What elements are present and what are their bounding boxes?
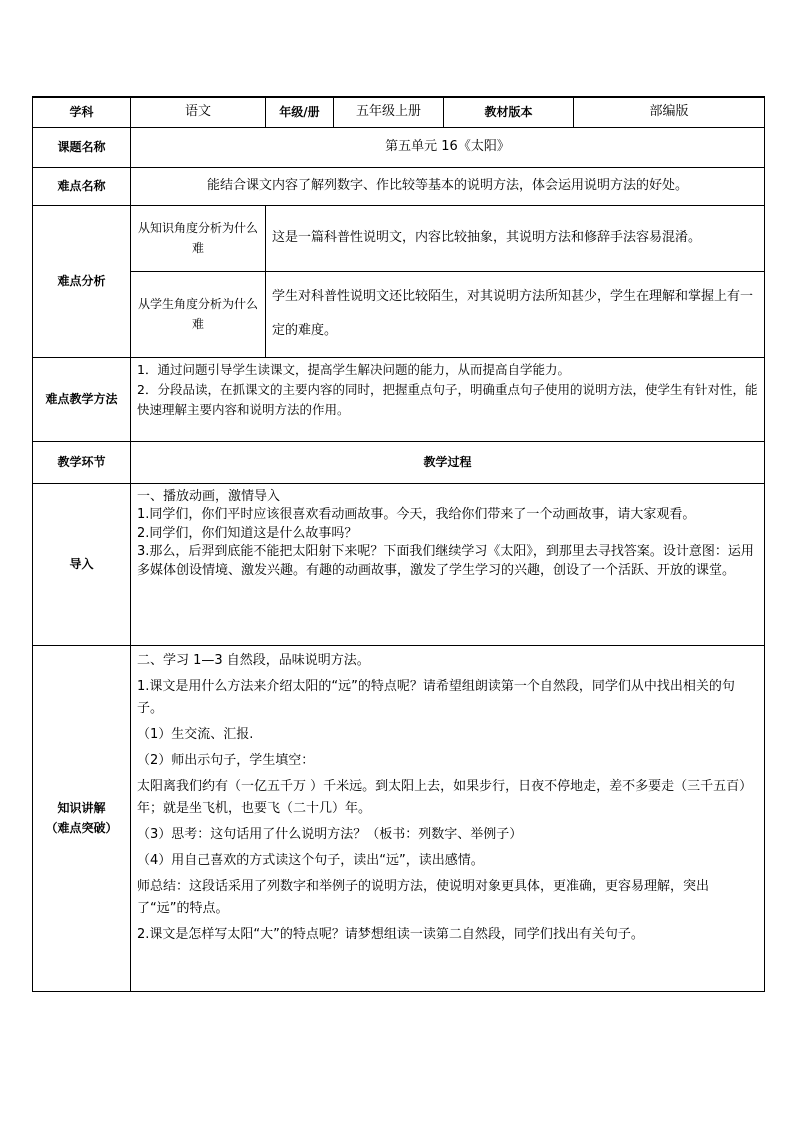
knowledge-line: （2）师出示句子，学生填空： [137, 752, 315, 768]
stage-header: 教学环节 [33, 441, 131, 483]
knowledge-label-sub: （难点突破） [45, 821, 118, 835]
intro-label: 导入 [33, 483, 131, 645]
methods-row [33, 357, 765, 441]
knowledge-label-cell [33, 645, 131, 991]
intro-line: 3.那么，后羿到底能不能把太阳射下来呢？下面我们继续学习《太阳》，到那里去寻找答案。设计意图：运用多媒体创设情境、激发兴趣。有趣的动画故事，激发了学生学习的兴趣，创设了一个活跃、开放的课堂。 [137, 544, 754, 578]
subject-label: 学科 [33, 97, 131, 127]
analysis-student-value: 学生对科普性说明文还比较陌生，对其说明方法所知甚少，学生在理解和掌握上有一定的难度。 [266, 271, 765, 357]
intro-row [33, 483, 765, 645]
intro-line: 1.同学们，你们平时应该很喜欢看动画故事。今天，我给你们带来了一个动画故事，请大家观看。 [137, 507, 696, 522]
difficulty-value: 能结合课文内容了解列数字、作比较等基本的说明方法，体会运用说明方法的好处。 [131, 167, 765, 205]
knowledge-content [131, 645, 765, 991]
lesson-plan-page [32, 96, 764, 992]
analysis-knowledge-value: 这是一篇科普性说明文，内容比较抽象，其说明方法和修辞手法容易混淆。 [266, 205, 765, 271]
knowledge-line: 师总结：这段话采用了列数字和举例子的说明方法，使说明对象更具体，更准确，更容易理解，突出了“远”的特点。 [137, 878, 710, 916]
analysis-student-label: 从学生角度分析为什么难 [131, 271, 266, 357]
analysis-row-knowledge [33, 205, 765, 271]
subject-value: 语文 [131, 97, 266, 127]
analysis-label: 难点分析 [33, 205, 131, 357]
lesson-row [33, 127, 765, 167]
intro-content [131, 483, 765, 645]
edition-value: 部编版 [574, 97, 765, 127]
knowledge-line: 2.课文是怎样写太阳“大”的特点呢？请梦想组读一读第二自然段，同学们找出有关句子。 [137, 926, 644, 942]
knowledge-label: 知识讲解 [57, 801, 106, 815]
lesson-plan-table [32, 96, 765, 992]
methods-item: 2．分段品读，在抓课文的主要内容的同时，把握重点句子，明确重点句子使用的说明方法，使学生有针对性，能快速理解主要内容和说明方法的作用。 [137, 381, 758, 417]
grade-value: 五年级上册 [334, 97, 444, 127]
knowledge-row [33, 645, 765, 991]
intro-line: 2.同学们，你们知道这是什么故事吗？ [137, 525, 358, 541]
knowledge-line: 太阳离我们约有（一亿五千万 ）千米远。到太阳上去，如果步行，日夜不停地走，差不多要走（三千五百）年；就是坐飞机，也要飞（二十几）年。 [137, 778, 753, 816]
edition-label: 教材版本 [444, 97, 574, 127]
knowledge-line: 1.课文是用什么方法来介绍太阳的“远”的特点呢？请希望组朗读第一个自然段，同学们从中找出相关的句子。 [137, 678, 735, 716]
difficulty-row [33, 167, 765, 205]
lesson-value: 第五单元 16《太阳》 [131, 127, 765, 167]
intro-line: 一、播放动画，激情导入 [137, 488, 281, 504]
process-header-row [33, 441, 765, 483]
grade-label: 年级/册 [266, 97, 334, 127]
difficulty-label: 难点名称 [33, 167, 131, 205]
analysis-row-student [33, 271, 765, 357]
process-header: 教学过程 [131, 441, 765, 483]
lesson-label: 课题名称 [33, 127, 131, 167]
knowledge-line: （4）用自己喜欢的方式读这个句子，读出“远”，读出感情。 [137, 852, 484, 868]
knowledge-line: （1）生交流、汇报. [137, 726, 254, 742]
analysis-knowledge-label: 从知识角度分析为什么难 [131, 205, 266, 271]
methods-item: 1．通过问题引导学生读课文，提高学生解决问题的能力，从而提高自学能力。 [137, 361, 570, 377]
methods-label: 难点教学方法 [33, 357, 131, 441]
header-row [33, 97, 765, 127]
methods-content [131, 357, 765, 441]
knowledge-line: （3）思考：这句话用了什么说明方法？（板书：列数字、举例子） [137, 826, 523, 842]
knowledge-line: 二、学习 1—3 自然段，品味说明方法。 [137, 652, 370, 668]
